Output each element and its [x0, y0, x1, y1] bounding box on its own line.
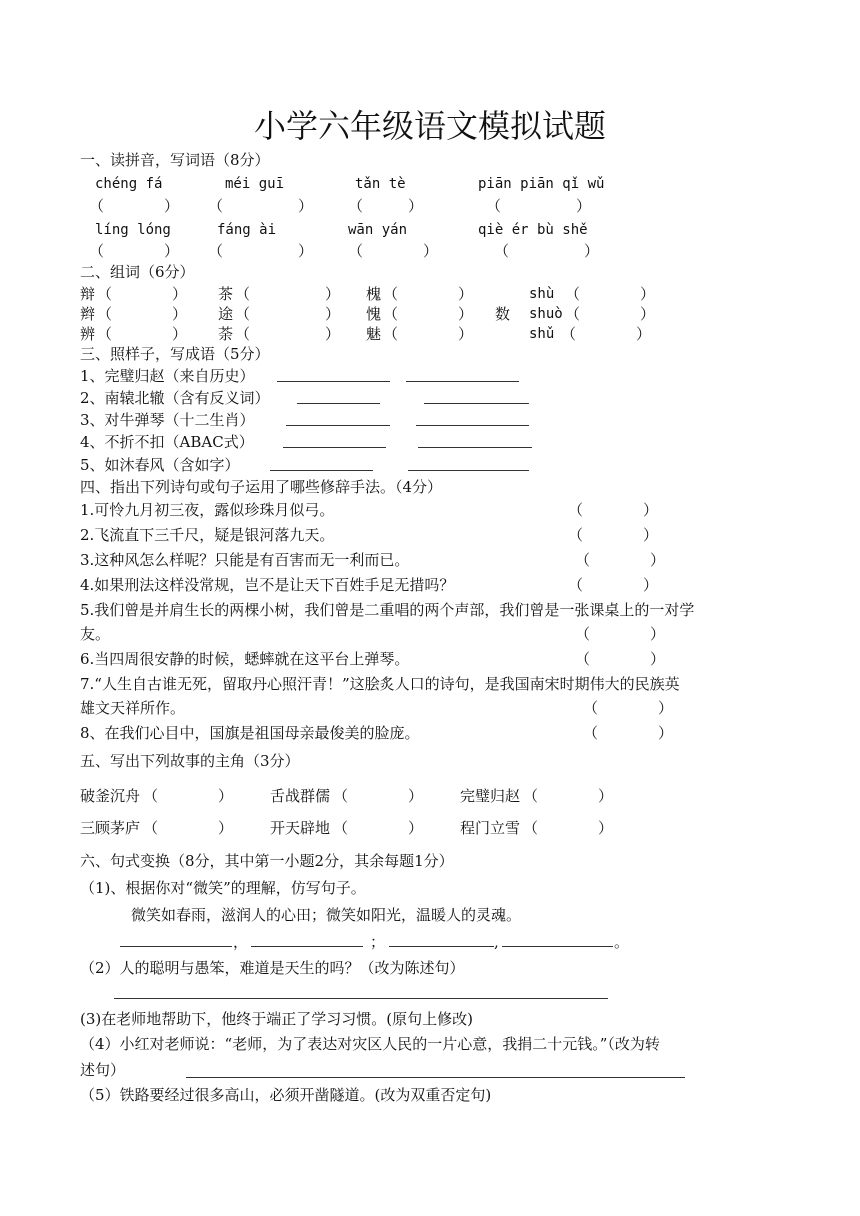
answer-paren: （ ） [235, 325, 341, 343]
answer-paren: （ ） [333, 819, 424, 837]
section-3-heading: 三、照样子，写成语（5分） [80, 345, 270, 363]
transform-q4-cont: 述句） [80, 1061, 126, 1079]
pinyin-2: méi guī [225, 176, 285, 192]
section-4-heading: 四、指出下列诗句或句子运用了哪些修辞手法。（4分） [80, 478, 443, 496]
transform-q5: （5）铁路要经过很多高山，必须开凿隧道。(改为双重否定句) [80, 1086, 492, 1104]
pinyin-1: chéng fá [95, 176, 163, 192]
answer-line [186, 1077, 685, 1078]
rhetoric-item-5-cont: 友。 [80, 625, 111, 643]
answer-paren: （ ） [565, 305, 656, 323]
word-char: 辫 [80, 305, 96, 323]
pinyin-4: piān piān qǐ wǔ [478, 176, 605, 192]
answer-paren: （ ） [583, 699, 674, 717]
pinyin-3: tǎn tè [355, 176, 406, 192]
answer-paren: （ ） [97, 305, 188, 323]
answer-paren: （ ） [568, 526, 659, 544]
rhetoric-item-2: 2.飞流直下三千尺，疑是银河落九天。 [80, 526, 335, 544]
idiom-item-4: 4、不折不扣（ABAC式） [80, 433, 254, 451]
answer-paren: （ ） [486, 197, 592, 215]
answer-line [270, 470, 373, 471]
word-char: 途 [218, 305, 234, 323]
word-char: 辩 [80, 285, 96, 303]
transform-q4: （4）小红对老师说：“老师，为了表达对灾区人民的一片心意，我捐二十元钱。”（改为转 [80, 1035, 660, 1053]
idiom-item-2: 2、南辕北辙（含有反义词） [80, 389, 270, 407]
answer-paren: （ ） [568, 576, 659, 594]
answer-paren: （ ） [383, 305, 474, 323]
story-4: 三顾茅庐 [80, 819, 141, 837]
word-char-shu: 数 [495, 305, 511, 323]
transform-q1: （1)、根据你对“微笑”的理解，仿写句子。 [80, 879, 366, 897]
answer-paren: （ ） [583, 724, 674, 742]
word-char: 槐 [366, 285, 382, 303]
answer-paren: （ ） [494, 242, 600, 260]
comma-mark: , [494, 933, 499, 951]
section-6-heading: 六、句式变换（8分，其中第一小题2分，其余每题1分） [80, 852, 454, 870]
story-6: 程门立雪 [460, 819, 521, 837]
answer-paren: （ ） [565, 285, 656, 303]
rhetoric-item-8: 8、在我们心目中，国旗是祖国母亲最俊美的脸庞。 [80, 724, 420, 742]
semicolon-mark: ； [370, 933, 386, 951]
idiom-item-5: 5、如沐春风（含如字） [80, 456, 240, 474]
rhetoric-item-4: 4.如果刑法这样没常规，岂不是让天下百姓手足无措吗？ [80, 576, 455, 594]
answer-paren: （ ） [383, 325, 474, 343]
answer-paren: （ ） [575, 625, 666, 643]
answer-paren: （ ） [89, 242, 180, 260]
word-char: 魅 [366, 325, 382, 343]
answer-paren: （ ） [523, 819, 614, 837]
answer-line [418, 447, 532, 448]
transform-q2: （2）人的聪明与愚笨，难道是天生的吗？（改为陈述句） [80, 959, 465, 977]
answer-paren: （ ） [89, 197, 180, 215]
answer-paren: （ ） [208, 197, 314, 215]
answer-paren: （ ） [575, 650, 666, 668]
section-2-heading: 二、组词（6分） [80, 263, 195, 281]
section-5-heading: 五、写出下列故事的主角（3分） [80, 752, 300, 770]
answer-line [277, 381, 390, 382]
period-mark: 。 [614, 933, 630, 951]
pinyin-8: qiè ér bù shě [478, 222, 588, 238]
answer-line [286, 425, 390, 426]
answer-paren: （ ） [561, 325, 652, 343]
page-title: 小学六年级语文模拟试题 [253, 107, 606, 145]
answer-paren: （ ） [235, 305, 341, 323]
answer-line [283, 447, 386, 448]
rhetoric-item-6: 6.当四周很安静的时候，蟋蟀就在这平台上弹琴。 [80, 650, 410, 668]
rhetoric-item-1: 1.可怜九月初三夜，露似珍珠月似弓。 [80, 501, 335, 519]
word-char: 愧 [366, 305, 382, 323]
answer-paren: （ ） [383, 285, 474, 303]
answer-paren: （ ） [348, 197, 424, 215]
story-5: 开天辟地 [270, 819, 331, 837]
rhetoric-item-5: 5.我们曾是并肩生长的两棵小树，我们曾是二重唱的两个声部，我们曾是一张课桌上的一对学 [80, 601, 695, 619]
answer-paren: （ ） [143, 819, 234, 837]
transform-q1-example: 微笑如春雨，滋润人的心田；微笑如阳光，温暖人的灵魂。 [131, 906, 522, 924]
word-char: 荼 [218, 325, 234, 343]
answer-paren: （ ） [333, 787, 424, 805]
answer-paren: （ ） [568, 501, 659, 519]
answer-paren: （ ） [208, 242, 314, 260]
rhetoric-item-7: 7.“人生自古谁无死，留取丹心照汗青！”这脍炙人口的诗句，是我国南宋时期伟大的民族英 [80, 675, 680, 693]
answer-line [389, 946, 494, 947]
word-char: 辨 [80, 325, 96, 343]
answer-line [297, 403, 380, 404]
story-2: 舌战群儒 [270, 787, 331, 805]
answer-line [251, 946, 363, 947]
comma-mark: ， [233, 933, 249, 951]
word-char: 茶 [218, 285, 234, 303]
transform-q3: (3)在老师地帮助下，他终于端正了学习习惯。(原句上修改) [80, 1010, 473, 1028]
rhetoric-item-7-cont: 雄文天祥所作。 [80, 699, 186, 717]
section-1-heading: 一、读拼音，写词语（8分） [80, 151, 270, 169]
answer-paren: （ ） [523, 787, 614, 805]
answer-line [502, 946, 613, 947]
answer-paren: （ ） [97, 325, 188, 343]
pinyin-7: wān yán [348, 222, 408, 238]
story-1: 破釜沉舟 [80, 787, 141, 805]
answer-paren: （ ） [575, 551, 666, 569]
answer-line [408, 470, 529, 471]
story-3: 完璧归赵 [460, 787, 521, 805]
answer-paren: （ ） [97, 285, 188, 303]
answer-line [424, 403, 529, 404]
pinyin-shu-1: shù [529, 286, 555, 302]
answer-paren: （ ） [143, 787, 234, 805]
answer-paren: （ ） [235, 285, 341, 303]
pinyin-6: fáng ài [217, 222, 277, 238]
answer-line [406, 381, 519, 382]
pinyin-5: líng lóng [95, 222, 171, 238]
answer-line [114, 998, 608, 999]
answer-line [416, 425, 529, 426]
rhetoric-item-3: 3.这种风怎么样呢？只能是有百害而无一利而已。 [80, 551, 410, 569]
idiom-item-1: 1、完璧归赵（来自历史） [80, 367, 255, 385]
idiom-item-3: 3、对牛弹琴（十二生肖） [80, 411, 255, 429]
pinyin-shu-3: shǔ [529, 326, 555, 342]
answer-paren: （ ） [348, 242, 439, 260]
pinyin-shu-2: shuò [529, 306, 563, 322]
answer-line [120, 946, 232, 947]
